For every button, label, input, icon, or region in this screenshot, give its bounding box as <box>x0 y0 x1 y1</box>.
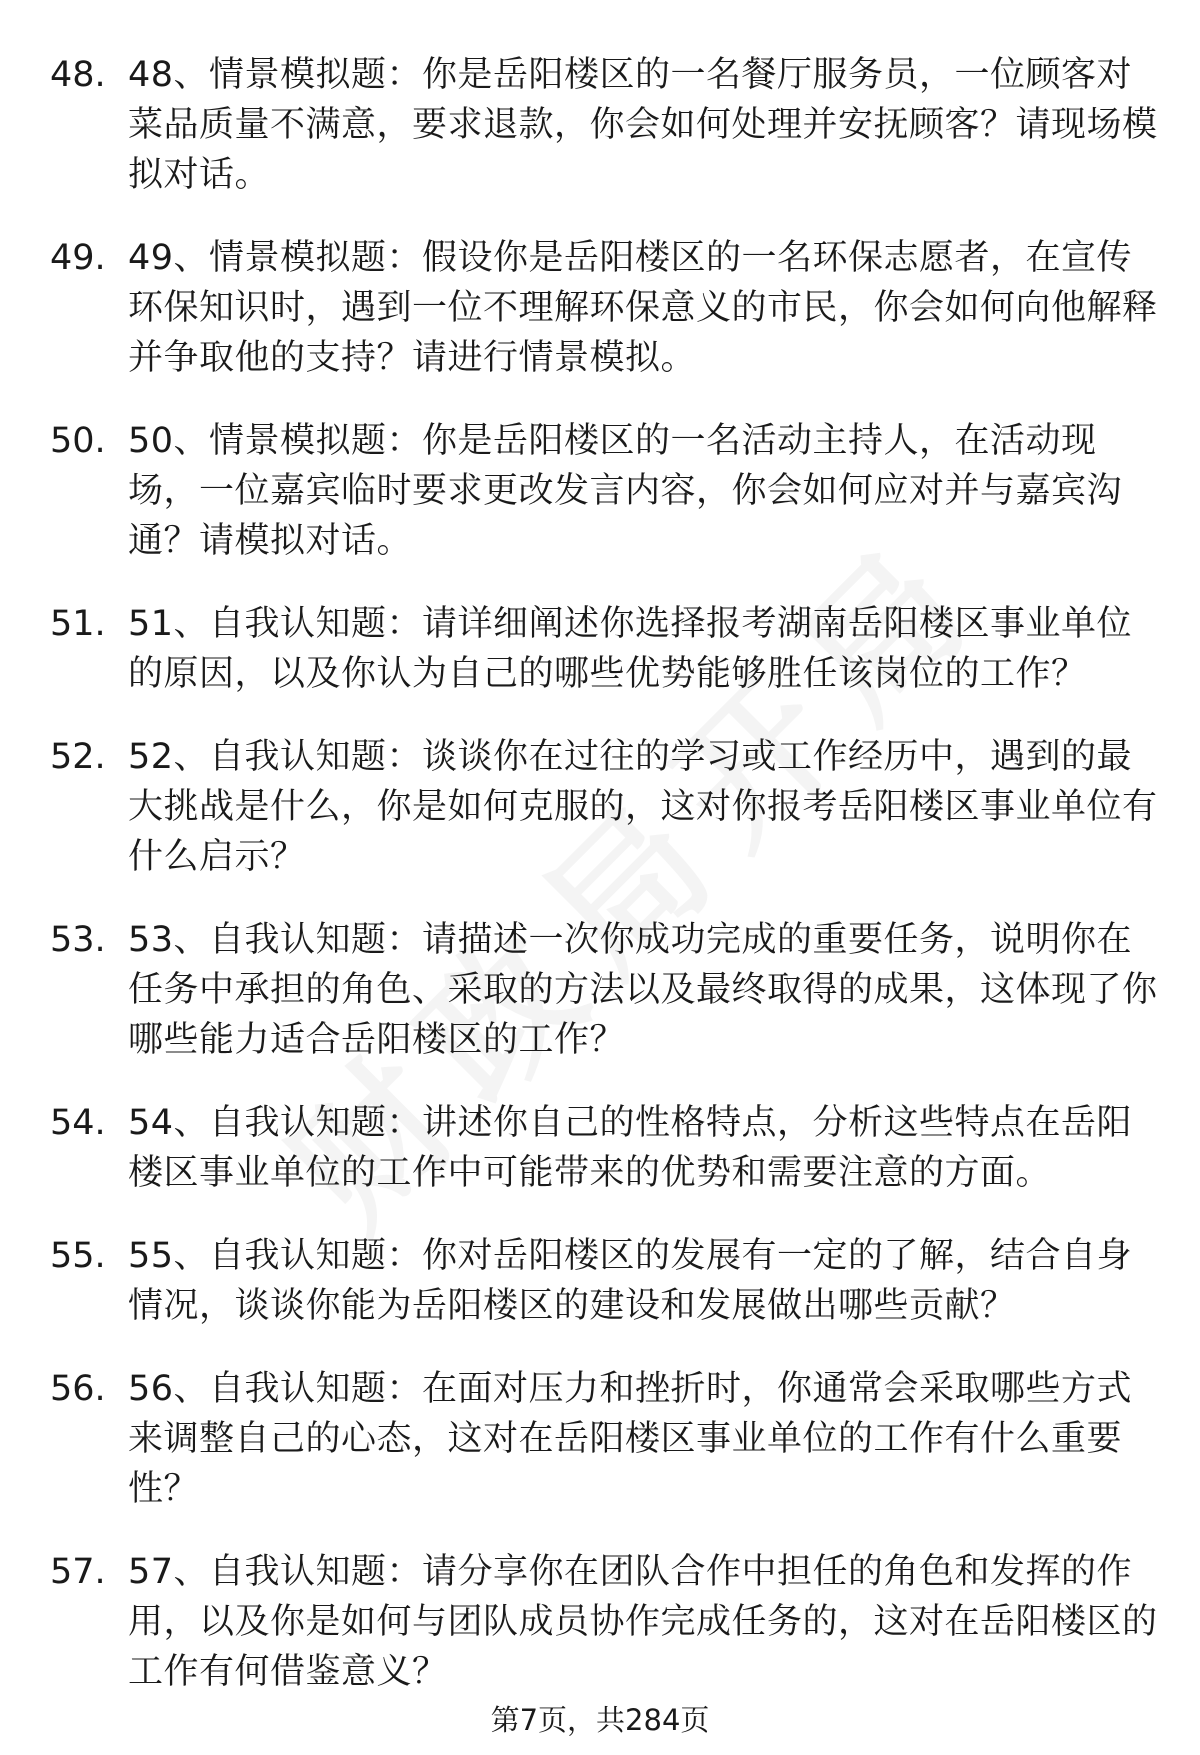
question-number: 56. <box>50 1369 106 1409</box>
question-number: 49. <box>50 238 106 278</box>
list-item <box>50 1547 1160 1697</box>
question-text: 52、自我认知题：谈谈你在过往的学习或工作经历中，遇到的最大挑战是什么，你是如何克服的，这对你报考岳阳楼区事业单位有什么启示？ <box>128 737 1158 877</box>
question-text: 56、自我认知题：在面对压力和挫折时，你通常会采取哪些方式来调整自己的心态，这对在岳阳楼区事业单位的工作有什么重要性？ <box>128 1369 1133 1509</box>
page-number-label: 第7页，共284页 <box>490 1703 710 1737</box>
question-text: 50、情景模拟题：你是岳阳楼区的一名活动主持人，在活动现场，一位嘉宾临时要求更改发言内容，你会如何应对并与嘉宾沟通？请模拟对话。 <box>128 421 1123 561</box>
question-number: 51. <box>50 604 106 644</box>
question-number: 52. <box>50 737 106 777</box>
list-item <box>50 1098 1160 1198</box>
list-item <box>50 416 1160 566</box>
list-item <box>50 599 1160 699</box>
question-text: 53、自我认知题：请描述一次你成功完成的重要任务，说明你在任务中承担的角色、采取的方法以及最终取得的成果，这体现了你哪些能力适合岳阳楼区的工作？ <box>128 920 1158 1060</box>
question-list <box>50 50 1160 1730</box>
question-number: 48. <box>50 55 106 95</box>
list-item <box>50 50 1160 200</box>
question-number: 53. <box>50 920 106 960</box>
list-item <box>50 915 1160 1065</box>
question-text: 55、自我认知题：你对岳阳楼区的发展有一定的了解，结合自身情况，谈谈你能为岳阳楼区的建设和发展做出哪些贡献？ <box>128 1236 1133 1326</box>
question-number: 50. <box>50 421 106 461</box>
question-text: 54、自我认知题：讲述你自己的性格特点，分析这些特点在岳阳楼区事业单位的工作中可能带来的优势和需要注意的方面。 <box>128 1103 1133 1193</box>
question-text: 49、情景模拟题：假设你是岳阳楼区的一名环保志愿者，在宣传环保知识时，遇到一位不理解环保意义的市民，你会如何向他解释并争取他的支持？请进行情景模拟。 <box>128 238 1158 378</box>
question-text: 57、自我认知题：请分享你在团队合作中担任的角色和发挥的作用，以及你是如何与团队成员协作完成任务的，这对在岳阳楼区的工作有何借鉴意义？ <box>128 1552 1158 1692</box>
question-number: 55. <box>50 1236 106 1276</box>
list-item <box>50 1231 1160 1331</box>
list-item <box>50 1364 1160 1514</box>
question-number: 57. <box>50 1552 106 1592</box>
question-text: 51、自我认知题：请详细阐述你选择报考湖南岳阳楼区事业单位的原因，以及你认为自己的哪些优势能够胜任该岗位的工作？ <box>128 604 1133 694</box>
page-footer <box>0 1700 1200 1740</box>
list-item <box>50 732 1160 882</box>
list-item <box>50 233 1160 383</box>
question-number: 54. <box>50 1103 106 1143</box>
question-text: 48、情景模拟题：你是岳阳楼区的一名餐厅服务员，一位顾客对菜品质量不满意，要求退款，你会如何处理并安抚顾客？请现场模拟对话。 <box>128 55 1158 195</box>
